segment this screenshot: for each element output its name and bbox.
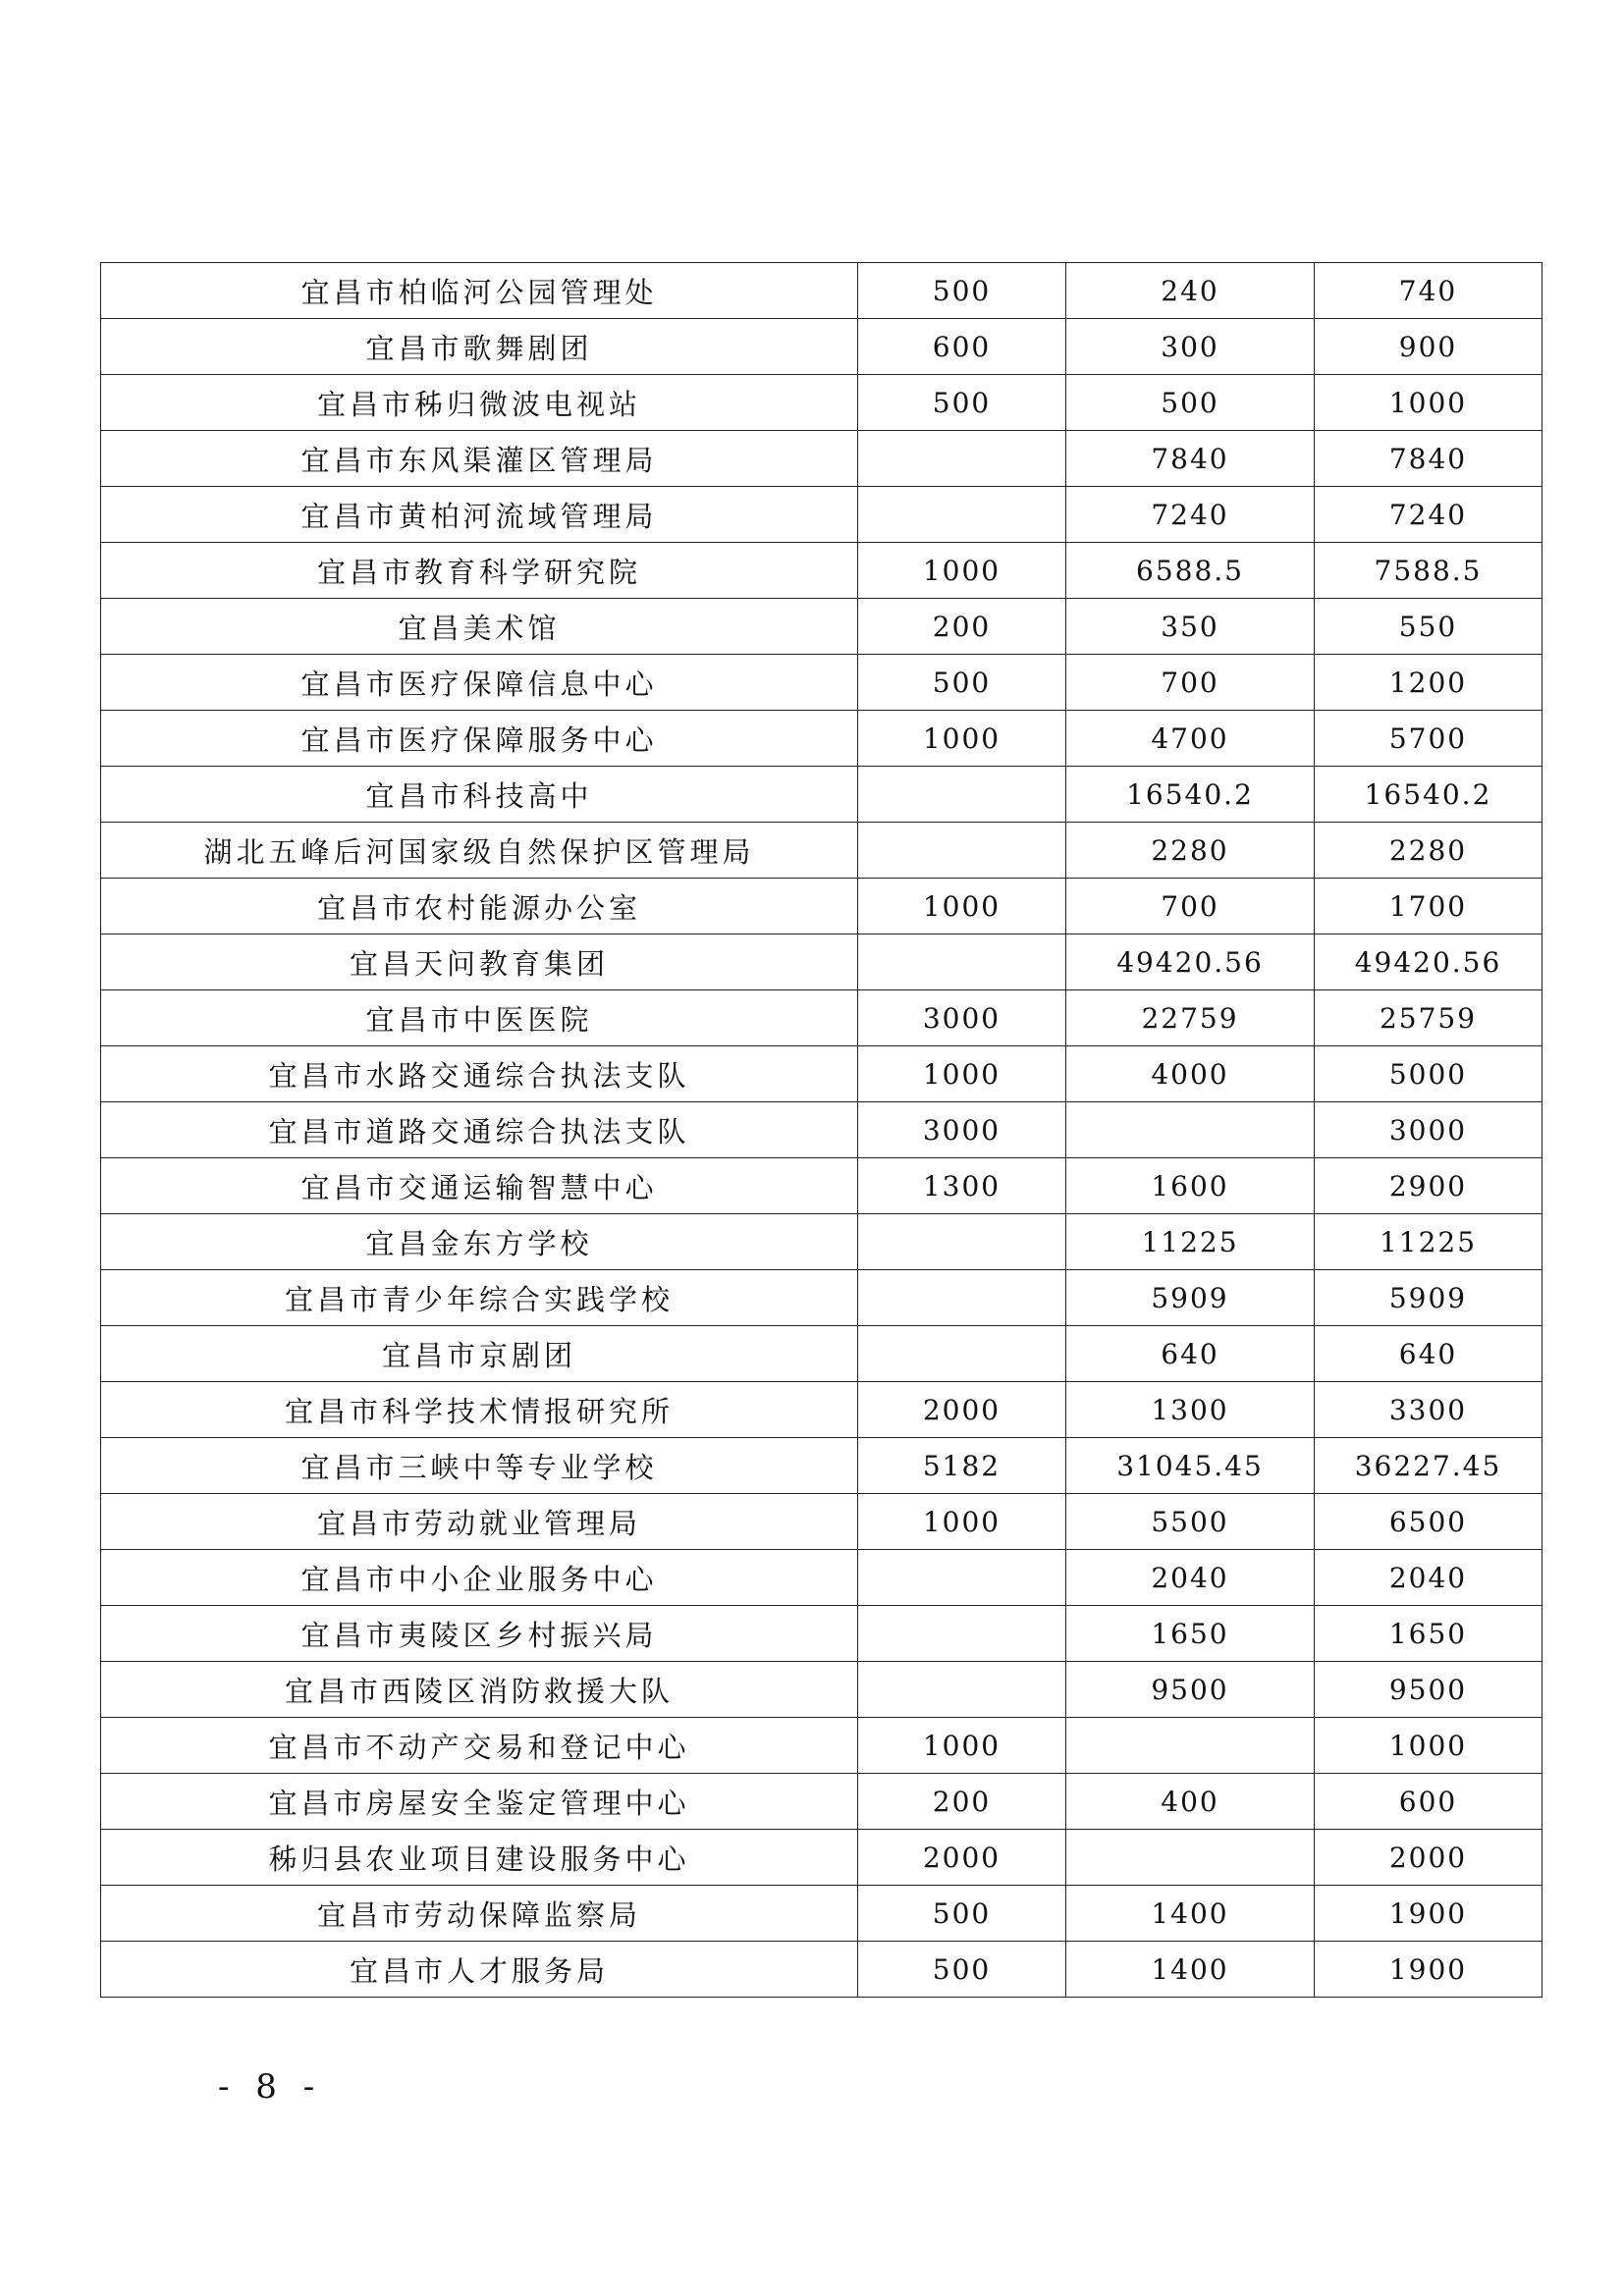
- value-b-cell: 350: [1066, 599, 1315, 655]
- table-row: [101, 599, 1543, 655]
- unit-name-cell: 宜昌市京剧团: [101, 1326, 858, 1382]
- value-b-cell: 4700: [1066, 711, 1315, 767]
- table-row: [101, 1438, 1543, 1494]
- value-a-cell: 600: [858, 319, 1066, 375]
- unit-name-cell: 宜昌天问教育集团: [101, 934, 858, 990]
- table-row: [101, 1214, 1543, 1270]
- table-row: [101, 655, 1543, 711]
- table-row: [101, 431, 1543, 487]
- table-row: [101, 319, 1543, 375]
- table-row: [101, 1718, 1543, 1774]
- value-a-cell: [858, 823, 1066, 879]
- value-b-cell: 240: [1066, 263, 1315, 319]
- table-row: [101, 1550, 1543, 1606]
- total-cell: 2040: [1315, 1550, 1543, 1606]
- table-row: [101, 711, 1543, 767]
- unit-name-cell: 宜昌市青少年综合实践学校: [101, 1270, 858, 1326]
- total-cell: 1200: [1315, 655, 1543, 711]
- unit-name-cell: 宜昌市西陵区消防救援大队: [101, 1662, 858, 1718]
- unit-name-cell: 宜昌市医疗保障信息中心: [101, 655, 858, 711]
- value-a-cell: 500: [858, 655, 1066, 711]
- table-row: [101, 1886, 1543, 1942]
- table-row: [101, 1046, 1543, 1102]
- table-row: [101, 1830, 1543, 1886]
- value-b-cell: [1066, 1830, 1315, 1886]
- unit-name-cell: 宜昌市歌舞剧团: [101, 319, 858, 375]
- value-b-cell: [1066, 1718, 1315, 1774]
- value-b-cell: 49420.56: [1066, 934, 1315, 990]
- value-a-cell: [858, 1326, 1066, 1382]
- total-cell: 550: [1315, 599, 1543, 655]
- value-a-cell: 500: [858, 375, 1066, 431]
- table-row: [101, 263, 1543, 319]
- unit-name-cell: 宜昌市夷陵区乡村振兴局: [101, 1606, 858, 1662]
- table-body: [101, 263, 1543, 1998]
- value-a-cell: [858, 487, 1066, 543]
- unit-name-cell: 宜昌市秭归微波电视站: [101, 375, 858, 431]
- total-cell: 16540.2: [1315, 767, 1543, 823]
- table-row: [101, 1382, 1543, 1438]
- total-cell: 2280: [1315, 823, 1543, 879]
- table-row: [101, 1270, 1543, 1326]
- total-cell: 900: [1315, 319, 1543, 375]
- value-b-cell: 7840: [1066, 431, 1315, 487]
- unit-name-cell: 宜昌市农村能源办公室: [101, 879, 858, 934]
- unit-name-cell: 湖北五峰后河国家级自然保护区管理局: [101, 823, 858, 879]
- unit-name-cell: 宜昌市东风渠灌区管理局: [101, 431, 858, 487]
- value-b-cell: 1400: [1066, 1886, 1315, 1942]
- total-cell: 1900: [1315, 1886, 1543, 1942]
- unit-name-cell: 宜昌市劳动就业管理局: [101, 1494, 858, 1550]
- value-a-cell: 1000: [858, 1046, 1066, 1102]
- table-row: [101, 990, 1543, 1046]
- value-b-cell: 31045.45: [1066, 1438, 1315, 1494]
- total-cell: 5000: [1315, 1046, 1543, 1102]
- total-cell: 1900: [1315, 1942, 1543, 1998]
- total-cell: 1000: [1315, 1718, 1543, 1774]
- total-cell: 640: [1315, 1326, 1543, 1382]
- unit-name-cell: 宜昌市黄柏河流域管理局: [101, 487, 858, 543]
- total-cell: 2900: [1315, 1158, 1543, 1214]
- table-row: [101, 1102, 1543, 1158]
- unit-name-cell: 宜昌市科技高中: [101, 767, 858, 823]
- total-cell: 25759: [1315, 990, 1543, 1046]
- unit-name-cell: 宜昌市柏临河公园管理处: [101, 263, 858, 319]
- unit-name-cell: 宜昌市医疗保障服务中心: [101, 711, 858, 767]
- value-b-cell: 11225: [1066, 1214, 1315, 1270]
- total-cell: 740: [1315, 263, 1543, 319]
- value-a-cell: 500: [858, 1886, 1066, 1942]
- value-a-cell: 1000: [858, 879, 1066, 934]
- value-a-cell: 200: [858, 1774, 1066, 1830]
- table-row: [101, 767, 1543, 823]
- table-row: [101, 934, 1543, 990]
- value-b-cell: 500: [1066, 375, 1315, 431]
- value-b-cell: 2040: [1066, 1550, 1315, 1606]
- unit-name-cell: 宜昌市科学技术情报研究所: [101, 1382, 858, 1438]
- value-b-cell: 700: [1066, 655, 1315, 711]
- value-a-cell: 1000: [858, 543, 1066, 599]
- value-b-cell: 6588.5: [1066, 543, 1315, 599]
- total-cell: 49420.56: [1315, 934, 1543, 990]
- value-a-cell: [858, 1214, 1066, 1270]
- total-cell: 9500: [1315, 1662, 1543, 1718]
- unit-name-cell: 宜昌市水路交通综合执法支队: [101, 1046, 858, 1102]
- unit-name-cell: 秭归县农业项目建设服务中心: [101, 1830, 858, 1886]
- value-a-cell: [858, 767, 1066, 823]
- table-row: [101, 1494, 1543, 1550]
- value-a-cell: [858, 1270, 1066, 1326]
- value-b-cell: 1400: [1066, 1942, 1315, 1998]
- page-number: - 8 -: [218, 2067, 323, 2107]
- value-a-cell: 3000: [858, 990, 1066, 1046]
- total-cell: 6500: [1315, 1494, 1543, 1550]
- value-a-cell: 1000: [858, 1494, 1066, 1550]
- value-a-cell: [858, 431, 1066, 487]
- total-cell: 5700: [1315, 711, 1543, 767]
- total-cell: 3000: [1315, 1102, 1543, 1158]
- total-cell: 7588.5: [1315, 543, 1543, 599]
- total-cell: 600: [1315, 1774, 1543, 1830]
- unit-name-cell: 宜昌市三峡中等专业学校: [101, 1438, 858, 1494]
- value-b-cell: 4000: [1066, 1046, 1315, 1102]
- table-row: [101, 1942, 1543, 1998]
- total-cell: 7240: [1315, 487, 1543, 543]
- total-cell: 7840: [1315, 431, 1543, 487]
- value-a-cell: 1000: [858, 1718, 1066, 1774]
- value-b-cell: 22759: [1066, 990, 1315, 1046]
- value-a-cell: 200: [858, 599, 1066, 655]
- table-row: [101, 1662, 1543, 1718]
- value-b-cell: 2280: [1066, 823, 1315, 879]
- unit-name-cell: 宜昌市人才服务局: [101, 1942, 858, 1998]
- value-a-cell: 1300: [858, 1158, 1066, 1214]
- value-b-cell: 1300: [1066, 1382, 1315, 1438]
- table-row: [101, 1158, 1543, 1214]
- value-a-cell: [858, 1550, 1066, 1606]
- value-b-cell: 400: [1066, 1774, 1315, 1830]
- value-b-cell: 16540.2: [1066, 767, 1315, 823]
- value-a-cell: [858, 934, 1066, 990]
- value-b-cell: 300: [1066, 319, 1315, 375]
- unit-name-cell: 宜昌市中医医院: [101, 990, 858, 1046]
- table-row: [101, 1774, 1543, 1830]
- unit-name-cell: 宜昌美术馆: [101, 599, 858, 655]
- value-a-cell: 500: [858, 263, 1066, 319]
- value-b-cell: 5909: [1066, 1270, 1315, 1326]
- table-row: [101, 1326, 1543, 1382]
- total-cell: 11225: [1315, 1214, 1543, 1270]
- value-b-cell: 1600: [1066, 1158, 1315, 1214]
- unit-name-cell: 宜昌市道路交通综合执法支队: [101, 1102, 858, 1158]
- table-row: [101, 487, 1543, 543]
- unit-name-cell: 宜昌市房屋安全鉴定管理中心: [101, 1774, 858, 1830]
- total-cell: 1650: [1315, 1606, 1543, 1662]
- total-cell: 1700: [1315, 879, 1543, 934]
- value-b-cell: 5500: [1066, 1494, 1315, 1550]
- total-cell: 5909: [1315, 1270, 1543, 1326]
- allocation-table-container: [100, 262, 1542, 1998]
- table-row: [101, 1606, 1543, 1662]
- value-a-cell: [858, 1606, 1066, 1662]
- value-a-cell: 1000: [858, 711, 1066, 767]
- value-b-cell: [1066, 1102, 1315, 1158]
- value-b-cell: 700: [1066, 879, 1315, 934]
- value-b-cell: 7240: [1066, 487, 1315, 543]
- value-a-cell: [858, 1662, 1066, 1718]
- value-a-cell: 2000: [858, 1382, 1066, 1438]
- unit-name-cell: 宜昌市不动产交易和登记中心: [101, 1718, 858, 1774]
- unit-name-cell: 宜昌市中小企业服务中心: [101, 1550, 858, 1606]
- value-a-cell: 5182: [858, 1438, 1066, 1494]
- table-row: [101, 879, 1543, 934]
- total-cell: 1000: [1315, 375, 1543, 431]
- table-row: [101, 823, 1543, 879]
- value-b-cell: 640: [1066, 1326, 1315, 1382]
- total-cell: 2000: [1315, 1830, 1543, 1886]
- total-cell: 3300: [1315, 1382, 1543, 1438]
- unit-name-cell: 宜昌市交通运输智慧中心: [101, 1158, 858, 1214]
- value-a-cell: 500: [858, 1942, 1066, 1998]
- unit-name-cell: 宜昌市劳动保障监察局: [101, 1886, 858, 1942]
- unit-name-cell: 宜昌市教育科学研究院: [101, 543, 858, 599]
- value-a-cell: 3000: [858, 1102, 1066, 1158]
- value-b-cell: 1650: [1066, 1606, 1315, 1662]
- value-b-cell: 9500: [1066, 1662, 1315, 1718]
- value-a-cell: 2000: [858, 1830, 1066, 1886]
- allocation-table: [100, 262, 1543, 1998]
- table-row: [101, 375, 1543, 431]
- table-row: [101, 543, 1543, 599]
- total-cell: 36227.45: [1315, 1438, 1543, 1494]
- unit-name-cell: 宜昌金东方学校: [101, 1214, 858, 1270]
